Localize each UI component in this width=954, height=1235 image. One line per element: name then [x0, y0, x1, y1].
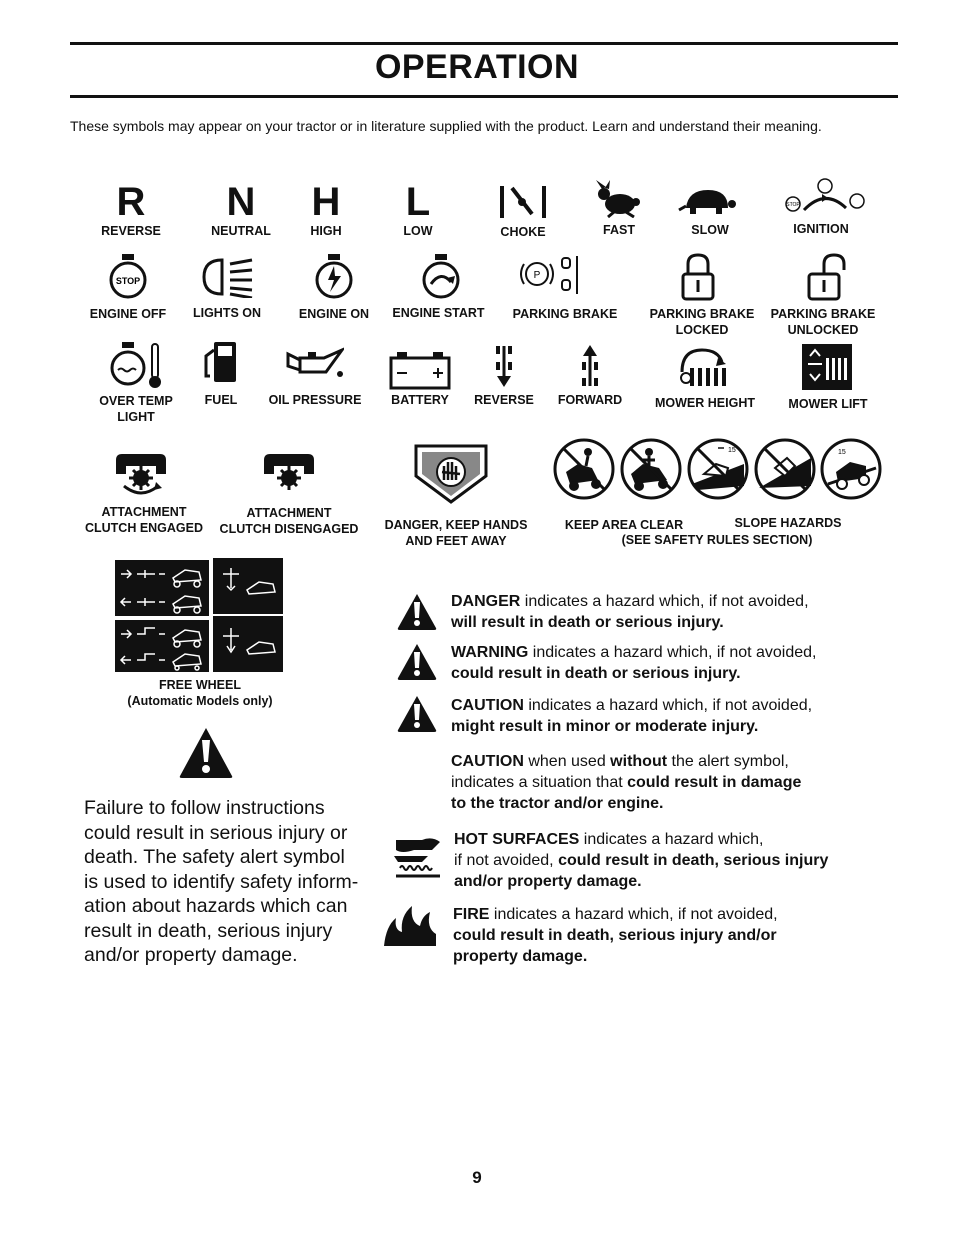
safety-alert-icon [178, 726, 234, 780]
clutch-engaged-line2: CLUTCH ENGAGED [84, 521, 204, 535]
rabbit-icon [594, 180, 644, 218]
engine-on-icon [314, 252, 354, 300]
warn-line-1: Failure to follow instructions [84, 797, 325, 819]
label-slope-hazards: SLOPE HAZARDS [734, 516, 842, 530]
free-wheel-line1: FREE WHEEL [159, 678, 241, 692]
hot-surface-icon [392, 832, 444, 880]
warning-alert-icon [396, 642, 438, 682]
slope-up-icon [686, 438, 750, 500]
forward-arrow-icon [578, 344, 602, 388]
reverse-arrow-icon [492, 344, 516, 388]
over-temp-icon [110, 340, 164, 390]
fire-l2: could result in death, serious injury and/or [453, 927, 777, 944]
svg-text:P: P [533, 270, 541, 281]
label-engine-on: ENGINE ON [298, 307, 370, 321]
label-engine-off: ENGINE OFF [89, 307, 167, 321]
pb-unlocked-line2: UNLOCKED [787, 323, 859, 337]
symbol-high [291, 182, 361, 222]
free-wheel-icon [115, 558, 285, 674]
label-neutral: NEUTRAL [211, 224, 271, 238]
warning-rest: indicates a hazard which, if not avoided, [528, 644, 817, 661]
hot-key: HOT SURFACES [454, 831, 580, 848]
label-high: HIGH [310, 224, 342, 238]
slope-up-degrees: 15 [728, 447, 736, 454]
oil-can-icon [286, 346, 344, 380]
label-oil-pressure: OIL PRESSURE [268, 393, 362, 407]
caution-bold: might result in minor or moderate injury. [451, 718, 759, 735]
ignition-icon [782, 176, 868, 216]
danger-hands-line2: AND FEET AWAY [405, 534, 507, 548]
caution2-l3: to the tractor and/or engine. [451, 795, 664, 812]
hot-surfaces-definition [454, 829, 828, 892]
hot-l3: and/or property damage. [454, 873, 642, 890]
label-clutch-disengaged [214, 505, 364, 537]
engine-off-stop-text: STOP [115, 276, 141, 286]
neutral-letter: N [226, 180, 256, 224]
ignition-stop-text: STOP [786, 202, 800, 208]
keep-clear-child-icon [552, 438, 616, 500]
warn-line-2: could result in serious injury or [84, 821, 348, 844]
label-choke: CHOKE [500, 225, 546, 239]
label-reverse: REVERSE [101, 224, 161, 238]
over-temp-line2: LIGHT [117, 410, 155, 424]
danger-rest: indicates a hazard which, if not avoided, [520, 593, 809, 610]
caution2-without: without [610, 753, 668, 770]
fire-rest: indicates a hazard which, if not avoided, [489, 906, 778, 923]
label-fast: FAST [603, 223, 635, 237]
top-rule [70, 42, 898, 45]
warn-line-6: result in death, serious injury [84, 919, 333, 942]
choke-icon [498, 184, 550, 220]
label-low: LOW [403, 224, 433, 238]
danger-hands-line1: DANGER, KEEP HANDS [384, 518, 528, 532]
warn-line-5: ation about hazards which can [84, 895, 348, 917]
mower-height-icon [676, 344, 730, 388]
danger-bold: will result in death or serious injury. [451, 614, 724, 631]
clutch-engaged-icon [112, 452, 170, 498]
label-keep-clear: KEEP AREA CLEAR [564, 518, 684, 532]
page-number: 9 [472, 1168, 482, 1187]
caution-no-symbol-definition [451, 751, 801, 814]
label-lights-on: LIGHTS ON [192, 306, 262, 320]
slope-ok-degrees: 15 [838, 449, 846, 456]
keep-hands-away-icon [414, 444, 488, 504]
safety-alert-paragraph [84, 796, 384, 968]
slope-side-icon [753, 438, 817, 500]
fire-l3: property damage. [453, 948, 588, 965]
label-ignition: IGNITION [793, 222, 849, 236]
symbol-reverse [96, 182, 166, 222]
over-temp-line1: OVER TEMP [99, 394, 173, 408]
hot-l2b: could result in death, serious injury [558, 852, 829, 869]
intro-text: These symbols may appear on your tractor or in literature supplied with the product. Learn and understand their meaning. [70, 118, 822, 134]
caution2-l2a: indicates a situation that [451, 774, 628, 791]
label-danger-hands [376, 517, 536, 549]
label-see-safety: (SEE SAFETY RULES SECTION) [621, 533, 813, 547]
label-forward: FORWARD [557, 393, 623, 407]
clutch-disengaged-icon [260, 452, 318, 492]
clutch-disengaged-line1: ATTACHMENT [246, 506, 332, 520]
clutch-disengaged-line2: CLUTCH DISENGAGED [219, 522, 359, 536]
fire-definition [453, 904, 778, 967]
caution-alert-icon [396, 694, 438, 734]
slope-ok-icon [820, 438, 882, 500]
caution-definition [451, 695, 812, 737]
label-slow: SLOW [691, 223, 729, 237]
label-free-wheel [110, 677, 290, 709]
clutch-engaged-line1: ATTACHMENT [101, 505, 187, 519]
caution2-key: CAUTION [451, 753, 524, 770]
pb-unlocked-line1: PARKING BRAKE [770, 307, 876, 321]
warning-bold: could result in death or serious injury. [451, 665, 741, 682]
label-reverse-2: REVERSE [474, 393, 534, 407]
low-letter: L [405, 180, 431, 224]
warning-definition [451, 642, 817, 684]
lights-on-icon [202, 256, 256, 298]
hot-rest: indicates a hazard which, [579, 831, 764, 848]
fire-key: FIRE [453, 906, 490, 923]
warn-line-3: death. The safety alert symbol [84, 846, 345, 868]
danger-definition [451, 591, 809, 633]
mower-lift-icon [802, 344, 852, 390]
caution2-rest: the alert symbol, [667, 753, 789, 770]
label-clutch-engaged [76, 504, 212, 536]
free-wheel-line2: (Automatic Models only) [127, 694, 273, 708]
label-engine-start: ENGINE START [392, 306, 485, 320]
label-fuel: FUEL [204, 393, 238, 407]
warn-line-4: is used to identify safety inform- [84, 870, 359, 893]
symbol-low [383, 182, 453, 222]
label-mower-height: MOWER HEIGHT [655, 396, 755, 410]
fire-icon [382, 904, 438, 948]
label-mower-lift: MOWER LIFT [788, 397, 868, 411]
label-parking-brake-unlocked [763, 306, 883, 338]
battery-icon [389, 352, 451, 390]
turtle-icon [678, 188, 736, 216]
label-parking-brake: PARKING BRAKE [512, 307, 618, 321]
warning-key: WARNING [451, 644, 529, 661]
lock-unlocked-icon [806, 252, 848, 302]
reverse-letter: R [116, 180, 146, 224]
symbol-neutral [206, 182, 276, 222]
parking-brake-icon [520, 252, 582, 298]
caution2-mid: when used [523, 753, 611, 770]
caution-key: CAUTION [451, 697, 524, 714]
engine-start-icon [421, 252, 461, 300]
hot-l2a: if not avoided, [454, 852, 559, 869]
title-rule [70, 95, 898, 98]
danger-alert-icon [396, 592, 438, 632]
page-title: OPERATION [374, 48, 580, 86]
pb-locked-line1: PARKING BRAKE [649, 307, 755, 321]
fuel-icon [202, 340, 240, 384]
label-battery: BATTERY [391, 393, 449, 407]
caution2-l2b: could result in damage [627, 774, 802, 791]
engine-off-icon [108, 252, 148, 300]
warn-line-7: and/or property damage. [84, 944, 298, 966]
label-parking-brake-locked [642, 306, 762, 338]
danger-key: DANGER [451, 593, 521, 610]
caution-rest: indicates a hazard which, if not avoided, [523, 697, 813, 714]
label-over-temp [91, 393, 181, 425]
pb-locked-line2: LOCKED [675, 323, 729, 337]
lock-locked-icon [680, 252, 716, 302]
keep-clear-person-icon [619, 438, 683, 500]
high-letter: H [311, 180, 341, 224]
